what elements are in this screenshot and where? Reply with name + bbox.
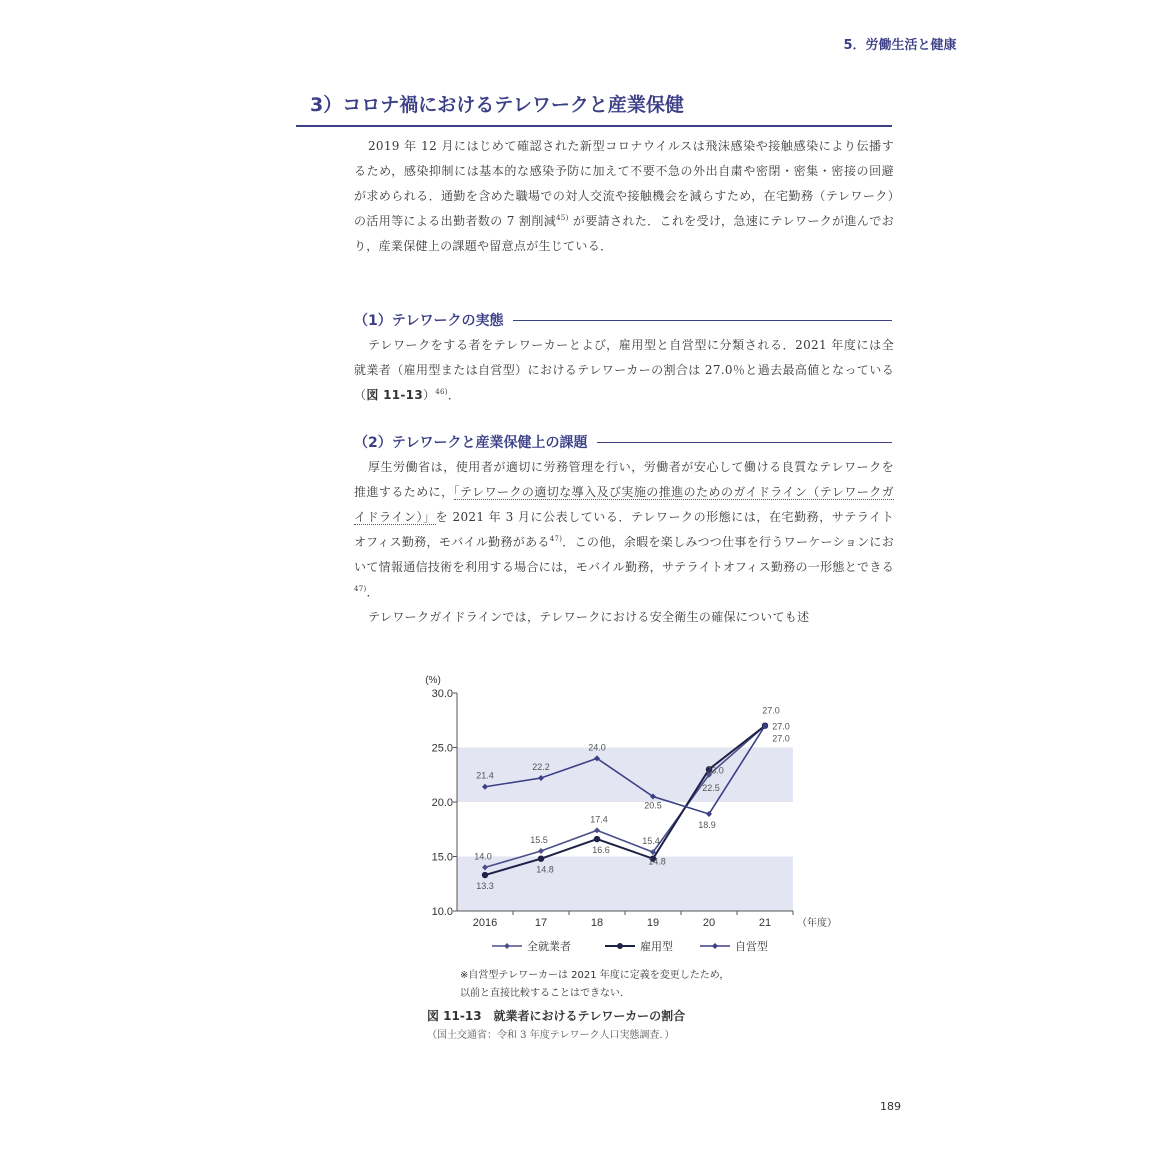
subsection-1-text: テレワークをする者をテレワーカーとよび，雇用型と自営型に分類される．2021 年度には全就業者（雇用型または自営型）におけるテレワーカーの割合は 27.0％と過去最高値となっている（ [354,338,894,402]
intro-paragraph [354,134,894,259]
legend-label: 全就業者 [527,941,571,953]
data-label: 16.6 [592,845,610,856]
data-label: 15.4 [642,836,660,847]
legend-marker [504,943,510,949]
data-label: 21.4 [476,770,494,781]
data-label: 27.0 [772,733,790,744]
band-20-25 [457,748,793,803]
subsection-2-paragraph [354,455,894,605]
page-number: 189 [880,1100,901,1113]
data-label: 14.8 [648,856,666,867]
x-tick-label: 17 [534,917,548,929]
heading-rule [597,442,892,443]
subsection-1-reference: 46) [435,388,448,396]
running-head: 5．労働生活と健康 [843,38,957,53]
data-label: 27.0 [772,721,790,732]
y-tick-label: 25.0 [431,742,453,755]
subsection-2-text-e: テレワークガイドラインでは，テレワークにおける安全衛生の確保についても述 [368,610,810,624]
subsection-2-text-c: ．この他，余暇を楽しみつつ仕事を行うワーケーションにおいて情報通信技術を利用する場合には，モバイル勤務，サテライトオフィス勤務の一形態とできる [354,535,894,574]
x-tick-label: 21 [758,917,772,929]
y-tick-label: 20.0 [431,797,453,809]
data-point [594,827,600,833]
figure-source: （国土交通省：令和 3 年度テレワーク人口実態調査．） [427,1030,675,1041]
chart-note-line-2: 以前と直接比較することはできない． [460,988,630,999]
y-tick-label: 10.0 [431,906,453,918]
subsection-2-text-a: 厚生労働省は，使用者が適切に労務管理を行い，労働者が安心して働ける良質なテレワークを推進するために， [354,460,894,499]
y-tick-label: 30.0 [431,688,453,700]
data-label: 27.0 [762,705,780,716]
subsection-heading-2 [354,432,892,452]
x-tick-label: 20 [702,917,716,929]
data-label: 15.5 [530,835,548,846]
intro-reference: 45) [556,214,569,222]
subsection-heading-2-label: （2）テレワークと産業保健上の課題 [354,435,588,451]
subsection-heading-1-label: （1）テレワークの実態 [354,313,504,329]
guideline-title: 「テレワークの適切な導入及び実施の推進のためのガイドライン（テレワークガイドライン）」 [354,485,894,524]
subsection-1-paragraph: テレワークをする者をテレワーカーとよび，雇用型と自営型に分類される．2021 年度には全就業者（雇用型または自営型）におけるテレワーカーの割合は 27.0％と過去最高値となっている（図 11-13）$^{46)}$． [354,338,894,402]
legend-marker [712,943,718,949]
data-label: 23.0 [706,765,724,776]
figure-reference[interactable]: 図 11-13 [366,388,423,402]
legend-marker [617,943,623,949]
subsection-2-text-d: ． [366,585,379,599]
subsection-2-reference-b: 47) [354,585,367,593]
subsection-2-text-b: を 2021 年 3 月に公表している．テレワークの形態には，在宅勤務，サテライトオフィス勤務，モバイル勤務がある [354,510,894,549]
data-point [482,872,488,878]
intro-text: 2019 年 12 月にはじめて確認された新型コロナウイルスは飛沫感染や接触感染により伝播するため，感染抑制には基本的な感染予防に加えて不要不急の外出自粛や密閉・密集・密接の回避が求められる．通勤を含めた職場での対人交流や接触機会を減らすため，在宅勤務（テレワーク）の活用等による出勤者数の 7 割削減 [354,139,894,228]
data-point [594,836,600,842]
chart-note-line-1: ※自営型テレワーカーは 2021 年度に定義を変更したため， [460,970,730,981]
legend-label: 自営型 [735,941,768,953]
x-tick-label: 2016 [472,917,498,929]
heading-rule [513,320,892,321]
x-tick-label: 18 [590,917,604,929]
band-10-15 [457,857,793,912]
subsection-heading-1 [354,310,892,330]
data-point [538,848,544,854]
y-tick-label: 15.0 [431,851,453,864]
data-label: 13.3 [476,881,494,892]
data-label: 22.2 [532,762,550,773]
data-label: 14.8 [536,864,554,875]
subsection-1-text-end: ． [447,388,461,402]
legend-label: 雇用型 [640,941,673,953]
data-label: 20.5 [644,800,662,811]
y-axis-unit: (%) [425,675,441,686]
data-label: 22.5 [702,782,720,793]
subsection-2-paragraph-2 [354,605,894,630]
data-label: 18.9 [698,819,716,830]
figure-caption: 図 11-13 就業者におけるテレワーカーの割合 [427,1009,686,1023]
x-tick-label: 19 [646,917,660,929]
subsection-2-reference-a: 47) [549,535,563,543]
intro-text-end: が要請された．これを受け，急速にテレワークが進んでおり，産業保健上の課題や留意点が生じている． [354,214,895,253]
teleworker-ratio-chart [400,665,840,965]
data-point [538,855,544,861]
x-axis-unit: （年度） [797,918,837,929]
section-title: 3）コロナ禍におけるテレワークと産業保健 [296,90,892,127]
data-label: 24.0 [588,742,606,753]
data-label: 17.4 [590,814,608,825]
data-label: 14.0 [474,851,492,862]
